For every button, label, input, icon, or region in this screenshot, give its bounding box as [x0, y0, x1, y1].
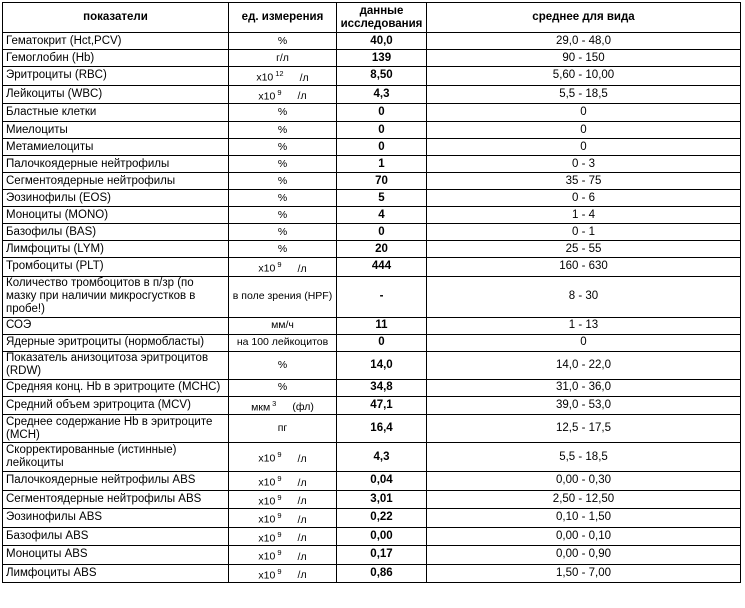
unit-cell: [229, 415, 337, 443]
result-value: 0: [337, 334, 427, 351]
reference-range: 5,5 - 18,5: [427, 443, 741, 472]
unit-cell: [229, 472, 337, 491]
table-row: [3, 139, 741, 156]
unit-text: %: [277, 140, 288, 153]
unit-exponent: 9: [277, 492, 282, 502]
table-row: [3, 276, 741, 317]
result-value: 4,3: [337, 85, 427, 104]
unit-text: %: [277, 358, 288, 371]
result-value: 0,22: [337, 509, 427, 528]
unit-suffix: /л: [297, 90, 307, 102]
unit-cell: [229, 317, 337, 334]
result-value: 0: [337, 224, 427, 241]
indicator-name: Базофилы ABS: [3, 527, 229, 546]
unit-exponent: 9: [277, 87, 282, 97]
table-row: [3, 33, 741, 50]
header-norm: среднее для вида: [427, 3, 741, 33]
table-row: [3, 415, 741, 443]
result-value: 4,3: [337, 443, 427, 472]
unit-cell: [229, 564, 337, 583]
unit-cell: [229, 443, 337, 472]
header-unit: ед. измерения: [229, 3, 337, 33]
result-value: 1: [337, 156, 427, 173]
indicator-name: Скорректированные (истинные) лейкоциты: [3, 443, 229, 472]
unit-suffix: /л: [297, 532, 307, 544]
result-value: 14,0: [337, 351, 427, 379]
unit-cell: [229, 104, 337, 122]
unit-suffix: /л: [297, 550, 307, 563]
indicator-name: Палочкоядерные нейтрофилы: [3, 156, 229, 173]
unit-cell: [229, 33, 337, 50]
unit-cell: [229, 139, 337, 156]
unit-exponent: 9: [277, 548, 282, 557]
reference-range: 90 - 150: [427, 50, 741, 67]
header-row: [3, 3, 741, 33]
table-row: [3, 224, 741, 241]
unit-exponent: 9: [277, 511, 282, 520]
unit-text: %: [277, 157, 288, 170]
unit-base: x10: [258, 452, 276, 465]
unit-base: x10: [258, 495, 276, 507]
result-value: 139: [337, 50, 427, 67]
reference-range: 0: [427, 122, 741, 139]
unit-cell: [229, 173, 337, 190]
reference-range: 0: [427, 139, 741, 156]
table-row: [3, 379, 741, 396]
unit-suffix: /л: [299, 71, 309, 84]
indicator-name: Метамиелоциты: [3, 139, 229, 156]
unit-cell: [229, 207, 337, 224]
reference-range: 1 - 4: [427, 207, 741, 224]
indicator-name: Моноциты (MONO): [3, 207, 229, 224]
unit-base: x10: [258, 90, 276, 102]
indicator-name: Количество тромбоцитов в п/зр (по мазку при наличии микросгустков в пробе!): [3, 276, 229, 317]
unit-suffix: /л: [297, 569, 307, 581]
reference-range: 12,5 - 17,5: [427, 415, 741, 443]
reference-range: 2,50 - 12,50: [427, 490, 741, 509]
table-row: [3, 443, 741, 472]
result-value: 0,17: [337, 546, 427, 565]
table-row: [3, 472, 741, 491]
unit-cell: [229, 190, 337, 207]
result-value: 444: [337, 258, 427, 277]
reference-range: 0 - 6: [427, 190, 741, 207]
table-row: [3, 396, 741, 415]
unit-suffix: /л: [297, 495, 307, 507]
table-row: [3, 334, 741, 351]
indicator-name: Показатель анизоцитоза эритроцитов (RDW): [3, 351, 229, 379]
table-row: [3, 317, 741, 334]
reference-range: 1,50 - 7,00: [427, 564, 741, 583]
table-row: [3, 190, 741, 207]
indicator-name: Палочкоядерные нейтрофилы ABS: [3, 472, 229, 491]
table-row: [3, 50, 741, 67]
reference-range: 160 - 630: [427, 258, 741, 277]
table-row: [3, 490, 741, 509]
unit-cell: [229, 122, 337, 139]
result-value: 0: [337, 139, 427, 156]
unit-exponent: 9: [277, 529, 282, 539]
indicator-name: Ядерные эритроциты (нормобласты): [3, 334, 229, 351]
reference-range: 35 - 75: [427, 173, 741, 190]
unit-suffix: (фл): [292, 401, 314, 413]
table-row: [3, 67, 741, 86]
indicator-name: Среднее содержание Hb в эритроците (MCH): [3, 415, 229, 443]
result-value: 3,01: [337, 490, 427, 509]
indicator-name: Эозинофилы ABS: [3, 509, 229, 528]
unit-cell: [229, 224, 337, 241]
table-row: [3, 351, 741, 379]
indicator-name: Гемоглобин (Hb): [3, 50, 229, 67]
result-value: 5: [337, 190, 427, 207]
unit-exponent: 3: [272, 398, 277, 408]
unit-exponent: 9: [277, 260, 282, 269]
unit-cell: [229, 276, 337, 317]
table-body: [3, 33, 741, 583]
unit-base: x10: [258, 513, 276, 526]
unit-suffix: /л: [297, 476, 307, 489]
indicator-name: Лимфоциты ABS: [3, 564, 229, 583]
result-value: 4: [337, 207, 427, 224]
unit-text: %: [277, 225, 288, 238]
indicator-name: Гематокрит (Hct,PCV): [3, 33, 229, 50]
header-value: данные исследования: [337, 3, 427, 33]
unit-cell: [229, 334, 337, 351]
reference-range: 5,5 - 18,5: [427, 85, 741, 104]
reference-range: 0,10 - 1,50: [427, 509, 741, 528]
table-row: [3, 173, 741, 190]
result-value: 0,00: [337, 527, 427, 546]
indicator-name: Сегментоядерные нейтрофилы: [3, 173, 229, 190]
unit-exponent: 9: [277, 566, 282, 576]
indicator-name: Средняя конц. Hb в эритроците (MCHC): [3, 379, 229, 396]
unit-cell: [229, 258, 337, 277]
reference-range: 29,0 - 48,0: [427, 33, 741, 50]
table-row: [3, 104, 741, 122]
result-value: 11: [337, 317, 427, 334]
reference-range: 14,0 - 22,0: [427, 351, 741, 379]
unit-cell: [229, 241, 337, 258]
unit-text: %: [277, 191, 288, 204]
result-value: 34,8: [337, 379, 427, 396]
unit-exponent: 9: [277, 474, 282, 483]
unit-base: x10: [258, 550, 276, 563]
unit-suffix: /л: [297, 513, 307, 526]
reference-range: 25 - 55: [427, 241, 741, 258]
result-value: 0,86: [337, 564, 427, 583]
unit-text: %: [277, 174, 288, 187]
reference-range: 0: [427, 334, 741, 351]
table-row: [3, 241, 741, 258]
unit-base: x10: [258, 262, 276, 275]
indicator-name: Лимфоциты (LYM): [3, 241, 229, 258]
table-row: [3, 564, 741, 583]
unit-base: x10: [258, 476, 276, 489]
reference-range: 0 - 3: [427, 156, 741, 173]
indicator-name: Базофилы (BAS): [3, 224, 229, 241]
unit-text: %: [277, 381, 288, 393]
unit-exponent: 12: [275, 69, 284, 78]
unit-text: в поле зрения (HPF): [232, 290, 333, 302]
table-row: [3, 546, 741, 565]
reference-range: 0,00 - 0,10: [427, 527, 741, 546]
unit-cell: [229, 509, 337, 528]
table-row: [3, 258, 741, 277]
unit-text: %: [277, 242, 288, 255]
unit-base: мкм: [251, 401, 271, 413]
unit-cell: [229, 67, 337, 86]
unit-cell: [229, 85, 337, 104]
unit-cell: [229, 50, 337, 67]
reference-range: 31,0 - 36,0: [427, 379, 741, 396]
indicator-name: СОЭ: [3, 317, 229, 334]
header-indicator: показатели: [3, 3, 229, 33]
unit-cell: [229, 490, 337, 509]
table-row: [3, 85, 741, 104]
unit-cell: [229, 156, 337, 173]
result-value: 0: [337, 122, 427, 139]
result-value: 0,04: [337, 472, 427, 491]
indicator-name: Миелоциты: [3, 122, 229, 139]
indicator-name: Моноциты ABS: [3, 546, 229, 565]
reference-range: 8 - 30: [427, 276, 741, 317]
results-table: [2, 2, 741, 583]
table-row: [3, 527, 741, 546]
reference-range: 0,00 - 0,30: [427, 472, 741, 491]
reference-range: 0 - 1: [427, 224, 741, 241]
table-row: [3, 509, 741, 528]
unit-text: %: [277, 34, 288, 47]
unit-text: %: [277, 123, 288, 136]
result-value: 20: [337, 241, 427, 258]
indicator-name: Средний объем эритроцита (MCV): [3, 396, 229, 415]
unit-cell: [229, 351, 337, 379]
unit-text: на 100 лейкоцитов: [236, 336, 329, 348]
reference-range: 5,60 - 10,00: [427, 67, 741, 86]
unit-cell: [229, 546, 337, 565]
unit-text: пг: [277, 422, 288, 434]
unit-text: %: [277, 106, 288, 118]
unit-cell: [229, 379, 337, 396]
unit-text: мм/ч: [271, 319, 294, 331]
table-row: [3, 122, 741, 139]
indicator-name: Лейкоциты (WBC): [3, 85, 229, 104]
unit-base: x10: [256, 71, 274, 84]
unit-exponent: 9: [277, 450, 282, 460]
indicator-name: Эозинофилы (EOS): [3, 190, 229, 207]
reference-range: 39,0 - 53,0: [427, 396, 741, 415]
result-value: 70: [337, 173, 427, 190]
result-value: -: [337, 276, 427, 317]
reference-range: 0,00 - 0,90: [427, 546, 741, 565]
indicator-name: Бластные клетки: [3, 104, 229, 122]
indicator-name: Сегментоядерные нейтрофилы ABS: [3, 490, 229, 509]
unit-cell: [229, 396, 337, 415]
reference-range: 1 - 13: [427, 317, 741, 334]
result-value: 8,50: [337, 67, 427, 86]
unit-suffix: /л: [297, 262, 307, 275]
unit-base: x10: [258, 569, 276, 581]
unit-text: %: [277, 208, 288, 221]
unit-suffix: /л: [297, 452, 307, 465]
result-value: 47,1: [337, 396, 427, 415]
table-row: [3, 156, 741, 173]
result-value: 40,0: [337, 33, 427, 50]
reference-range: 0: [427, 104, 741, 122]
table-row: [3, 207, 741, 224]
indicator-name: Тромбоциты (PLT): [3, 258, 229, 277]
result-value: 16,4: [337, 415, 427, 443]
unit-text: г/л: [276, 51, 289, 64]
result-value: 0: [337, 104, 427, 122]
indicator-name: Эритроциты (RBC): [3, 67, 229, 86]
unit-cell: [229, 527, 337, 546]
unit-base: x10: [258, 532, 276, 544]
